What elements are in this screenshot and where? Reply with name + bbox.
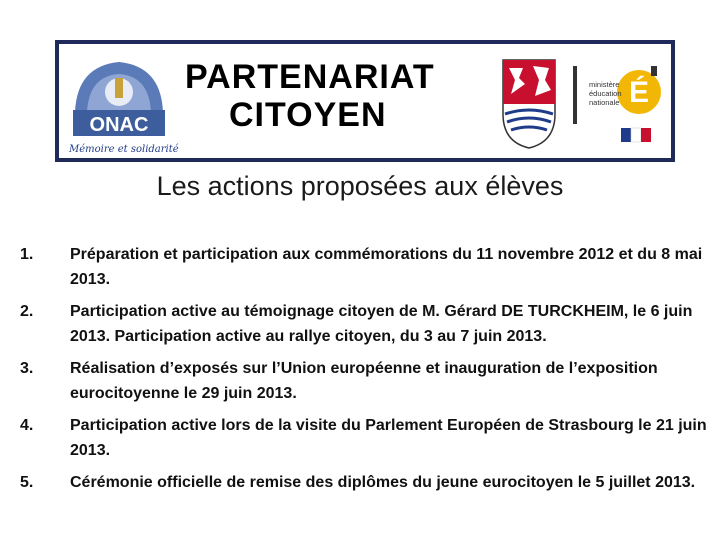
subtitle: Les actions proposées aux élèves <box>156 171 564 201</box>
list-item <box>20 470 710 495</box>
onac-logo <box>65 52 179 156</box>
title-line-2: CITOYEN <box>229 96 387 134</box>
item-number: 3. <box>20 360 34 377</box>
item-text: Participation active au témoignage citoyen de M. Gérard DE TURCKHEIM, le 6 juin 2013. Participation active au rallye citoyen, du 3 au 7 juin 2013. <box>70 303 693 345</box>
item-number: 2. <box>20 303 34 320</box>
coat-of-arms-icon <box>499 54 559 150</box>
coat-of-arms <box>499 54 559 150</box>
page-title <box>185 58 505 134</box>
item-text: Cérémonie officielle de remise des diplômes du jeune eurocitoyen le 5 juillet 2013. <box>70 474 696 491</box>
list-item <box>20 413 710 463</box>
list-item <box>20 242 710 292</box>
ministry-emblem-icon <box>567 62 667 152</box>
onac-label: ONAC <box>89 114 149 136</box>
onac-tagline: Mémoire et solidarité <box>69 144 179 155</box>
ministry-logo <box>567 62 667 152</box>
ministry-word-2: éducation <box>589 89 622 98</box>
item-number: 1. <box>20 246 34 263</box>
list-item <box>20 299 710 349</box>
list-item <box>20 356 710 406</box>
actions-list <box>20 242 710 502</box>
item-text: Réalisation d’exposés sur l’Union européenne et inauguration de l’exposition eurocitoyenne le 29 juin 2013. <box>70 360 658 402</box>
ministry-word-3: nationale <box>589 98 620 107</box>
item-text: Préparation et participation aux commémorations du 11 novembre 2012 et du 8 mai 2013. <box>70 246 703 288</box>
item-number: 5. <box>20 474 34 491</box>
onac-emblem-icon <box>65 52 173 144</box>
header-banner <box>55 40 675 162</box>
ministry-name <box>589 80 622 107</box>
ministry-word-1: ministère <box>589 80 620 89</box>
item-number: 4. <box>20 417 34 434</box>
title-line-1: PARTENARIAT <box>185 58 435 96</box>
item-text: Participation active lors de la visite du Parlement Européen de Strasbourg le 21 juin 2013. <box>70 417 707 459</box>
ministry-letter: É <box>628 76 650 109</box>
